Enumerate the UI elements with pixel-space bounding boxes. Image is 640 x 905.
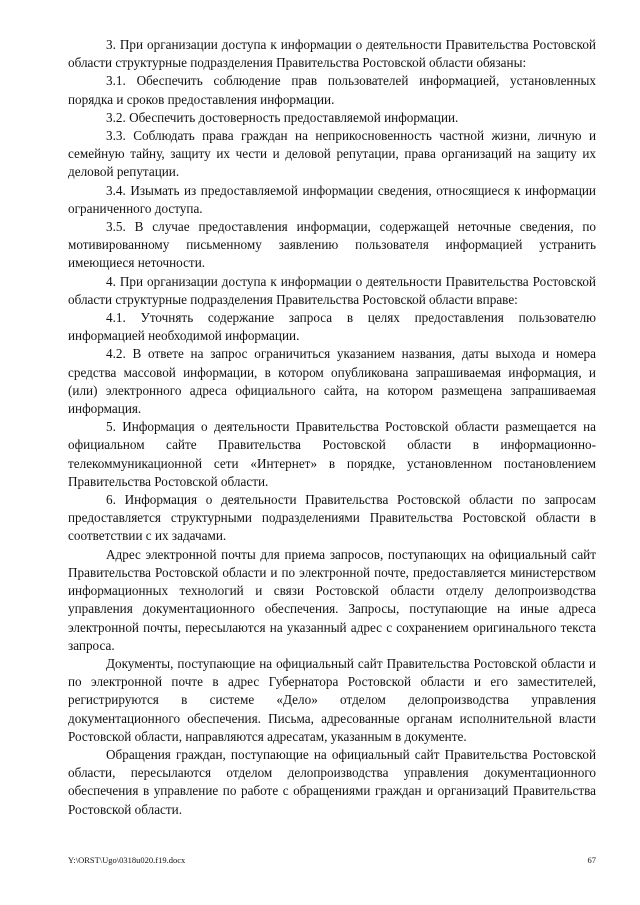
paragraph-3: 3. При организации доступа к информации о деятельности Правительства Ростовской области структурные подразделения Правительства Ростовской области обязаны: <box>68 37 596 71</box>
footer-file-path: Y:\ORST\Ugo\0318u020.f19.docx <box>68 855 186 865</box>
paragraph-citizen-appeals: Обращения граждан, поступающие на официальный сайт Правительства Ростовской области, пересылаются отделом делопроизводства управления документационного обеспечения в управление по работе с обращениями граждан и организаций Правительства Ростовской области. <box>68 746 596 817</box>
paragraph-6: 6. Информация о деятельности Правительства Ростовской области по запросам предоставляется структурными подразделениями Правительства Ростовской области в соответствии с их задачами. <box>68 492 596 544</box>
paragraph-3-1: 3.1. Обеспечить соблюдение прав пользователей информацией, установленных порядка и сроков предоставления информации. <box>68 73 596 107</box>
paragraph-3-2: 3.2. Обеспечить достоверность предоставляемой информации. <box>106 109 459 125</box>
document-body <box>68 36 596 819</box>
paragraph-documents: Документы, поступающие на официальный сайт Правительства Ростовской области и по электронной почте в адрес Губернатора Ростовской области и его заместителей, регистрируются в системе «Дело» отделом делопроизводства управления документационного обеспечения. Письма, адресованные органам исполнительной власти Ростовской области, направляются адресатам, указанным в документе. <box>68 655 596 744</box>
paragraph-5: 5. Информация о деятельности Правительства Ростовской области размещается на официальном сайте Правительства Ростовской области в информационно-телекоммуникационной сети «Интернет» в порядке, установленном постановлением Правительства Ростовской области. <box>68 419 596 489</box>
paragraph-4: 4. При организации доступа к информации о деятельности Правительства Ростовской области структурные подразделения Правительства Ростовской области вправе: <box>68 273 596 307</box>
paragraph-4-2: 4.2. В ответе на запрос ограничиться указанием названия, даты выхода и номера средства массовой информации, в котором опубликована запрашиваемая информация, и (или) электронного адреса официального сайта, на котором размещена запрашиваемая информация. <box>68 346 596 417</box>
paragraph-3-5: 3.5. В случае предоставления информации, содержащей неточные сведения, по мотивированному письменному заявлению пользователя информацией устранить имеющиеся неточности. <box>68 219 596 271</box>
paragraph-3-3: 3.3. Соблюдать права граждан на неприкосновенность частной жизни, личную и семейную тайну, защиту их чести и деловой репутации, права организаций на защиту их деловой репутации. <box>68 128 596 180</box>
paragraph-3-4: 3.4. Изымать из предоставляемой информации сведения, относящиеся к информации ограниченного доступа. <box>68 182 596 216</box>
paragraph-4-1: 4.1. Уточнять содержание запроса в целях предоставления пользователю информацией необходимой информации. <box>68 310 596 344</box>
footer-page-number: 67 <box>587 855 596 865</box>
paragraph-email-address: Адрес электронной почты для приема запросов, поступающих на официальный сайт Правительства Ростовской области и по электронной почте, предоставляется министерством информационных технологий и связи Ростовской области отделу делопроизводства управления документационного обеспечения. Запросы, поступающие на иные адреса электронной почты, пересылаются на указанный адрес с сохранением оригинального текста запроса. <box>68 546 596 653</box>
